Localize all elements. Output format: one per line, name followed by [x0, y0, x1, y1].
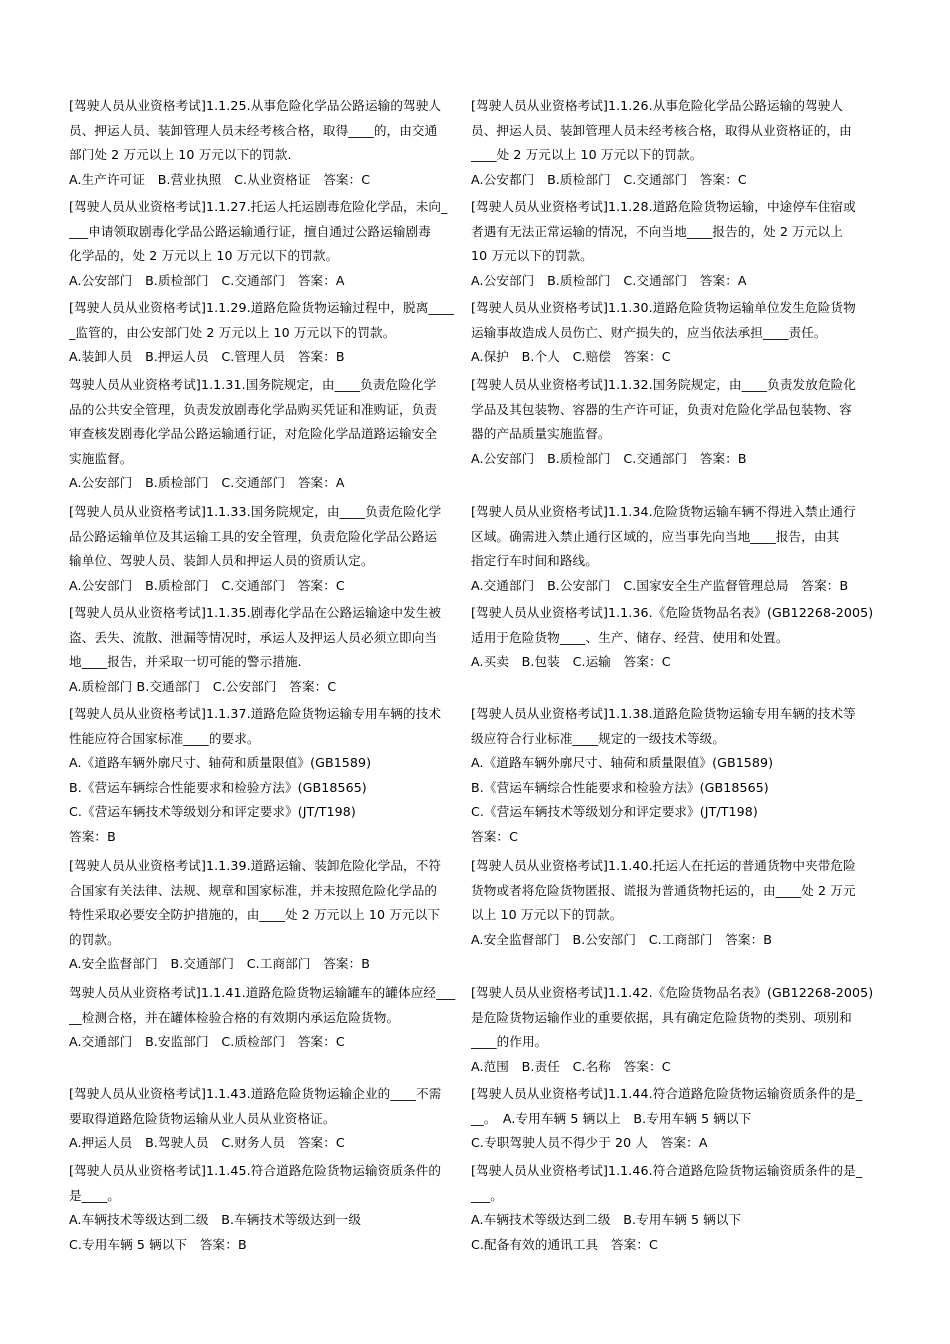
question-line: A.公安部门 B.质检部门 C.交通部门 答案：B	[471, 450, 747, 466]
question-line: [驾驶人员从业资格考试]1.1.30.道路危险货物运输单位发生危险货物	[471, 300, 856, 315]
question-1-1-30	[471, 296, 883, 370]
question-1-1-31	[69, 373, 481, 496]
question-line: B.《营运车辆综合性能要求和检验方法》(GB18565)	[471, 779, 769, 795]
question-line: 输单位、驾驶人员、装卸人员和押运人员的资质认定。	[69, 553, 374, 569]
question-line: [驾驶人员从业资格考试]1.1.27.托运人托运剧毒危险化学品，未向_	[69, 199, 448, 214]
question-1-1-34	[471, 500, 883, 598]
question-line: [驾驶人员从业资格考试]1.1.38.道路危险货物运输专用车辆的技术等	[471, 706, 856, 721]
question-1-1-29	[69, 296, 481, 370]
question-line: 区域。确需进入禁止通行区域的，应当事先向当地____报告，由其	[471, 528, 840, 544]
question-line: 以上 10 万元以下的罚款。	[471, 907, 623, 923]
question-line: 部门处 2 万元以上 10 万元以下的罚款.	[69, 147, 292, 163]
question-1-1-42	[471, 981, 883, 1079]
question-line: A.《道路车辆外廓尺寸、轴荷和质量限值》(GB1589)	[69, 755, 372, 771]
question-line: A.公安部门 B.质检部门 C.交通部门 答案：A	[471, 272, 747, 288]
question-line: A.安全监督部门 B.公安部门 C.工商部门 答案：B	[471, 931, 773, 947]
question-line: ___。	[471, 1187, 503, 1203]
question-line: 实施监督。	[69, 450, 133, 466]
question-1-1-45	[69, 1159, 481, 1257]
question-line: ____的作用。	[471, 1034, 548, 1050]
question-line: A.质检部门 B.交通部门 C.公安部门 答案：C	[69, 678, 337, 694]
question-line: A.《道路车辆外廓尺寸、轴荷和质量限值》(GB1589)	[471, 755, 774, 771]
question-1-1-26	[471, 94, 883, 192]
question-line: 特性采取必要安全防护措施的，由____处 2 万元以上 10 万元以下	[69, 907, 440, 923]
question-line: [驾驶人员从业资格考试]1.1.26.从事危险化学品公路运输的驾驶人	[471, 98, 844, 113]
question-line: A.公安部门 B.质检部门 C.交通部门 答案：C	[69, 577, 345, 593]
question-line: C.配备有效的通讯工具 答案：C	[471, 1236, 658, 1252]
question-1-1-37	[69, 702, 481, 850]
question-line: 审查核发剧毒化学品公路运输通行证，对危险化学品道路运输安全	[69, 426, 438, 442]
question-line: C.专用车辆 5 辆以下 答案：B	[69, 1236, 247, 1252]
question-1-1-28	[471, 195, 883, 293]
question-1-1-43	[69, 1082, 481, 1156]
question-line: A.交通部门 B.公安部门 C.国家安全生产监督管理总局 答案：B	[471, 577, 849, 593]
question-line: A.押运人员 B.驾驶人员 C.财务人员 答案：C	[69, 1135, 345, 1151]
question-line: 性能应符合国家标准____的要求。	[69, 730, 260, 746]
question-line: [驾驶人员从业资格考试]1.1.29.道路危险货物运输过程中，脱离____	[69, 300, 455, 315]
question-line: 指定行车时间和路线。	[471, 553, 598, 569]
question-line: 化学品的，处 2 万元以上 10 万元以下的罚款。	[69, 248, 339, 264]
question-line: 适用于危险货物____、生产、储存、经营、使用和处置。	[471, 629, 789, 645]
question-line: 驾驶人员从业资格考试]1.1.31.国务院规定，由____负责危险化学	[69, 377, 437, 392]
question-line: 货物或者将危险货物匿报、谎报为普通货物托运的，由____处 2 万元	[471, 882, 856, 898]
question-line: A.生产许可证 B.营业执照 C.从业资格证 答案：C	[69, 171, 371, 187]
question-line: 合国家有关法律、法规、规章和国家标准，并未按照危险化学品的	[69, 882, 438, 898]
question-line: [驾驶人员从业资格考试]1.1.34.危险货物运输车辆不得进入禁止通行	[471, 504, 856, 519]
question-line: [驾驶人员从业资格考试]1.1.42.《危险货物品名表》(GB12268-2005)	[471, 985, 874, 1000]
question-line: 品公路运输单位及其运输工具的安全管理，负责危险化学品公路运	[69, 528, 438, 544]
question-1-1-38	[471, 702, 883, 850]
question-line: C.《营运车辆技术等级划分和评定要求》(JT/T198)	[471, 804, 758, 820]
question-line: ____处 2 万元以上 10 万元以下的罚款。	[471, 147, 703, 163]
question-line: 要取得道路危险货物运输从业人员从业资格证。	[69, 1110, 336, 1126]
question-line: [驾驶人员从业资格考试]1.1.37.道路危险货物运输专用车辆的技术	[69, 706, 442, 721]
question-line: 学品及其包装物、容器的生产许可证，负责对危险化学品包装物、容	[471, 401, 852, 417]
question-1-1-32	[471, 373, 883, 471]
question-line: 盗、丢失、流散、泄漏等情况时，承运人及押运人员必须立即向当	[69, 629, 438, 645]
question-line: A.车辆技术等级达到二级 B.专用车辆 5 辆以下	[471, 1212, 742, 1228]
question-1-1-27	[69, 195, 481, 293]
question-line: 驾驶人员从业资格考试]1.1.41.道路危险货物运输罐车的罐体应经___	[69, 985, 456, 1000]
question-line: A.保护 B.个人 C.赔偿 答案：C	[471, 349, 671, 365]
question-line: A.交通部门 B.安监部门 C.质检部门 答案：C	[69, 1034, 345, 1050]
question-line: [驾驶人员从业资格考试]1.1.39.道路运输、装卸危险化学品，不符	[69, 858, 442, 873]
question-1-1-33	[69, 500, 481, 598]
question-line: 是危险货物运输作业的重要依据，具有确定危险货物的类别、项别和	[471, 1009, 852, 1025]
question-1-1-25	[69, 94, 481, 192]
question-line: [驾驶人员从业资格考试]1.1.45.符合道路危险货物运输资质条件的	[69, 1163, 442, 1178]
question-line: A.公安都门 B.质检部门 C.交通部门 答案：C	[471, 171, 747, 187]
question-line: C.《营运车辆技术等级划分和评定要求》(JT/T198)	[69, 804, 356, 820]
question-line: A.公安部门 B.质检部门 C.交通部门 答案：A	[69, 475, 345, 491]
question-line: A.装卸人员 B.押运人员 C.管理人员 答案：B	[69, 349, 345, 365]
question-line: [驾驶人员从业资格考试]1.1.25.从事危险化学品公路运输的驾驶人	[69, 98, 442, 113]
question-line: A.车辆技术等级达到二级 B.车辆技术等级达到一级	[69, 1212, 362, 1228]
question-line: ___申请领取剧毒化学品公路运输通行证，擅自通过公路运输剧毒	[69, 223, 431, 239]
question-line: 是____。	[69, 1187, 120, 1203]
question-line: [驾驶人员从业资格考试]1.1.32.国务院规定，由____负责发放危险化	[471, 377, 857, 392]
question-1-1-39	[69, 854, 481, 977]
question-line: 品的公共安全管理，负责发放剧毒化学品购买凭证和准购证，负责	[69, 401, 438, 417]
question-line: 答案：C	[471, 828, 518, 844]
question-line: C.专职驾驶人员不得少于 20 人 答案：A	[471, 1135, 708, 1151]
question-line: _监管的，由公安部门处 2 万元以上 10 万元以下的罚款。	[69, 324, 396, 340]
question-line: A.安全监督部门 B.交通部门 C.工商部门 答案：B	[69, 956, 371, 972]
question-line: 10 万元以下的罚款。	[471, 248, 593, 264]
question-line: 地____报告，并采取一切可能的警示措施.	[69, 654, 302, 670]
question-line: [驾驶人员从业资格考试]1.1.43.道路危险货物运输企业的____不需	[69, 1086, 442, 1101]
question-line: [驾驶人员从业资格考试]1.1.28.道路危险货物运输，中途停车住宿或	[471, 199, 856, 214]
question-1-1-36	[471, 601, 883, 675]
question-line: A.范围 B.责任 C.名称 答案：C	[471, 1058, 671, 1074]
question-line: [驾驶人员从业资格考试]1.1.46.符合道路危险货物运输资质条件的是_	[471, 1163, 863, 1178]
question-line: 员、押运人员、装卸管理人员未经考核合格，取得____的，由交通	[69, 122, 438, 138]
question-line: 级应符合行业标准____规定的一级技术等级。	[471, 730, 726, 746]
question-line: 的罚款。	[69, 931, 120, 947]
question-line: A.买卖 B.包装 C.运输 答案：C	[471, 654, 671, 670]
question-line: [驾驶人员从业资格考试]1.1.33.国务院规定，由____负责危险化学	[69, 504, 442, 519]
question-line: B.《营运车辆综合性能要求和检验方法》(GB18565)	[69, 779, 367, 795]
question-line: __。 A.专用车辆 5 辆以上 B.专用车辆 5 辆以下	[471, 1110, 752, 1126]
question-1-1-41	[69, 981, 481, 1055]
question-line: [驾驶人员从业资格考试]1.1.44.符合道路危险货物运输资质条件的是_	[471, 1086, 863, 1101]
question-line: 器的产品质量实施监督。	[471, 426, 611, 442]
question-1-1-40	[471, 854, 883, 952]
question-line: __检测合格，并在罐体检验合格的有效期内承运危险货物。	[69, 1009, 400, 1025]
question-line: [驾驶人员从业资格考试]1.1.36.《危险货物品名表》(GB12268-2005)	[471, 605, 874, 620]
question-line: 员、押运人员、装卸管理人员未经考核合格，取得从业资格证的，由	[471, 122, 852, 138]
question-line: 答案：B	[69, 828, 116, 844]
question-line: [驾驶人员从业资格考试]1.1.35.剧毒化学品在公路运输途中发生被	[69, 605, 442, 620]
question-1-1-35	[69, 601, 481, 699]
question-line: [驾驶人员从业资格考试]1.1.40.托运人在托运的普通货物中夹带危险	[471, 858, 856, 873]
question-line: A.公安部门 B.质检部门 C.交通部门 答案：A	[69, 272, 345, 288]
question-line: 者遇有无法正常运输的情况，不向当地____报告的，处 2 万元以上	[471, 223, 843, 239]
question-1-1-46	[471, 1159, 883, 1257]
question-line: 运输事故造成人员伤亡、财产损失的，应当依法承担____责任。	[471, 324, 827, 340]
question-1-1-44	[471, 1082, 883, 1156]
